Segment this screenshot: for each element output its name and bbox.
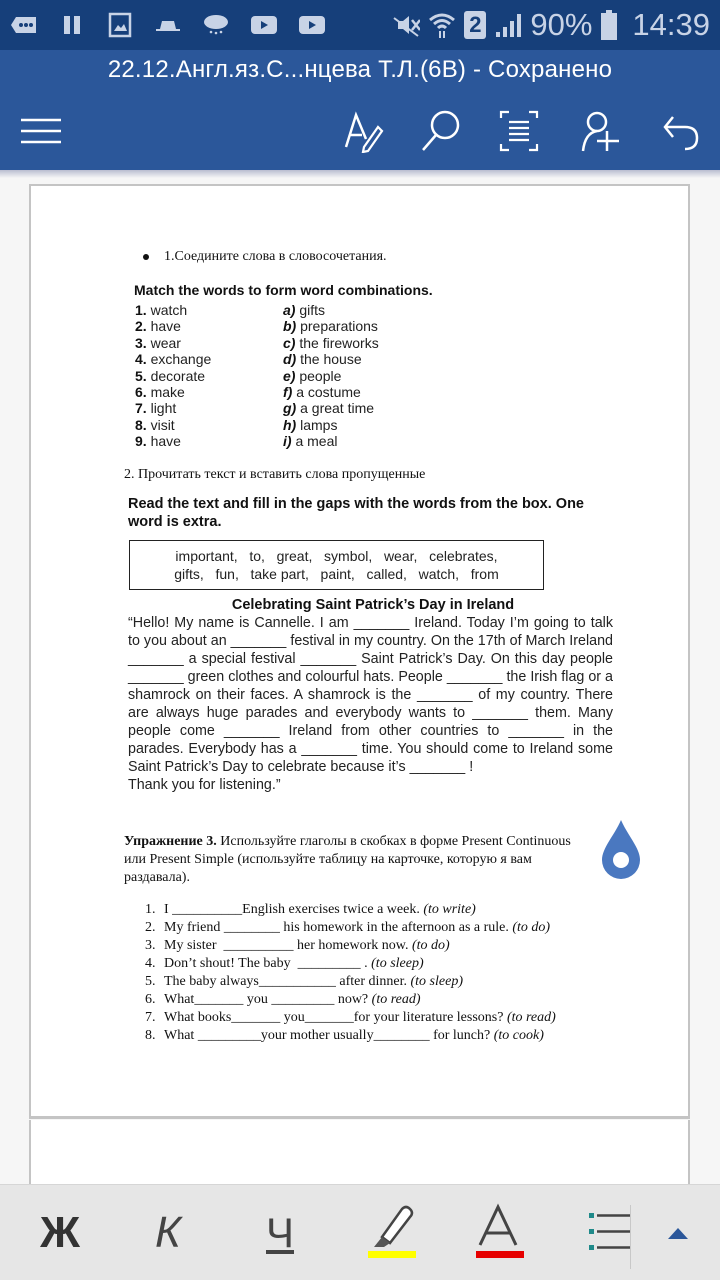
clock: 14:39 [632, 7, 710, 42]
reading-mode-button[interactable] [496, 108, 542, 154]
match-left-column [135, 302, 211, 450]
bold-button[interactable] [30, 1203, 90, 1263]
battery-icon [600, 14, 618, 36]
system-status [392, 7, 710, 43]
match-right-item: a) gifts [283, 302, 326, 318]
undo-icon [661, 109, 701, 153]
task1-heading: Match the words to form word combinations. [134, 282, 433, 298]
exercise-item: 6. What_______ you _________ now? (to read) [145, 992, 421, 1007]
word-box-line: gifts, fun, take part, paint, called, watch, from [174, 566, 499, 582]
notification-icons [10, 14, 326, 36]
highlighter-icon [360, 1203, 416, 1263]
format-toolbar [0, 1184, 720, 1280]
match-right-item: d) the house [283, 351, 362, 368]
hamburger-icon [19, 116, 63, 146]
bullet-list-icon [583, 1205, 633, 1261]
youtube-icon [250, 14, 278, 36]
exercise-item: 3. My sister __________ her homework now. (to do) [145, 938, 450, 953]
reading-mode-icon [499, 110, 539, 152]
signal-icon [494, 14, 522, 36]
match-right-item: i) a meal [283, 433, 338, 450]
task3-label: Упражнение 3. [124, 834, 217, 849]
text-edit-pen-icon [342, 109, 384, 153]
document-title: 22.12.Англ.яз.С...нцева Т.Л.(6В) - Сохранено [107, 56, 613, 83]
font-color-icon [470, 1203, 526, 1263]
match-left-item: 8. visit [135, 416, 175, 433]
add-person-icon [579, 109, 623, 153]
exercise-item: 2. My friend ________ his homework in the afternoon as a rule. (to do) [145, 920, 551, 935]
expand-ribbon-button[interactable] [648, 1203, 708, 1263]
cursor-drop-icon [598, 818, 644, 880]
match-left-item: 5. decorate [135, 367, 206, 384]
toolbar-divider [630, 1205, 631, 1269]
match-right-column [283, 302, 379, 450]
edit-button[interactable] [340, 108, 386, 154]
cursor-handle[interactable] [598, 818, 644, 880]
task3-list [145, 901, 556, 1045]
match-left-item: 1. watch [135, 302, 188, 318]
pause-icon [58, 14, 86, 36]
task2-heading: Read the text and fill in the gaps with the words from the box. One word is extra. [128, 496, 584, 530]
app-bar [0, 50, 720, 170]
wifi-icon [428, 14, 456, 36]
appbar-shadow [0, 170, 720, 178]
story-text [128, 614, 613, 794]
italic-button[interactable] [138, 1203, 198, 1263]
exercise-item: 1. I __________English exercises twice a week. (to write) [145, 902, 476, 917]
match-left-item: 3. wear [135, 334, 181, 351]
gallery-icon [106, 14, 134, 36]
exercise-item: 7. What books_______ you_______for your literature lessons? (to read) [145, 1010, 556, 1025]
triangle-up-icon [666, 1225, 690, 1241]
match-right-item: b) preparations [283, 318, 378, 335]
story-body: “Hello! My name is Cannelle. I am _______ Ireland. Today I’m going to talk to you about an _______ festival in my country. On the 17th of March Ireland _______ a special festival _______ Saint Patrick’s Day. On this day people _______ green clothes and colourful hats. People _______ the Irish flag or a shamrock on their faces. A shamrock is the _______ of my country. There are always huge parades and everybody wants to _______ them. Many people come _______ Ireland from other countries to _______ in the parades. Everybody has a _______ time. You should come to Ireland some Saint Patrick’s Day to celebrate because it’s _______ ! [128, 615, 613, 775]
match-left-item: 7. light [135, 400, 177, 417]
sim-badge: 2 [464, 11, 486, 39]
story-closing: Thank you for listening.” [128, 777, 281, 793]
task1-label: 1.Соедините слова в словосочетания. [164, 249, 387, 264]
menu-button[interactable] [18, 108, 64, 154]
mute-icon [392, 14, 420, 36]
match-left-item: 9. have [135, 433, 181, 450]
messages-icon [10, 14, 38, 36]
italic-icon: К [155, 1208, 181, 1257]
exercise-item: 4. Don’t shout! The baby _________ . (to sleep) [145, 956, 424, 971]
match-right-item: e) people [283, 367, 342, 384]
task2-label: 2. Прочитать текст и вставить слова пропущенные [124, 467, 426, 482]
story-title: Celebrating Saint Patrick’s Day in Ireland [231, 597, 515, 613]
search-button[interactable] [418, 108, 464, 154]
match-right-item: f) a costume [283, 384, 361, 401]
match-left-item: 2. have [135, 318, 181, 335]
battery-percent: 90% [530, 7, 593, 42]
word-box [129, 540, 544, 590]
highlight-button[interactable] [358, 1203, 418, 1263]
match-right-item: g) a great time [283, 400, 375, 417]
word-box-line: important, to, great, symbol, wear, celebrates, [175, 548, 498, 564]
bold-icon: Ж [40, 1208, 80, 1257]
status-bar [0, 0, 720, 50]
exercise-item: 8. What _________your mother usually________ for lunch? (to cook) [145, 1028, 544, 1043]
font-color-button[interactable] [468, 1203, 528, 1263]
underline-icon: Ч [266, 1209, 294, 1256]
match-left-item: 6. make [135, 384, 185, 401]
undo-button[interactable] [658, 108, 704, 154]
share-button[interactable] [578, 108, 624, 154]
match-right-item: h) lamps [283, 416, 338, 433]
bullet-list-button[interactable] [578, 1203, 638, 1263]
search-icon [419, 109, 463, 153]
match-right-item: c) the fireworks [283, 334, 379, 351]
hat-icon [154, 14, 182, 36]
youtube-icon [298, 14, 326, 36]
weather-snow-icon [202, 14, 230, 36]
underline-button[interactable] [250, 1203, 310, 1263]
exercise-item: 5. The baby always___________ after dinner. (to sleep) [145, 974, 463, 989]
task3-instructions: Упражнение 3. Используйте глаголы в скобках в форме Present Continuous или Present Simple (используйте таблицу на карточке, которую я вам раздавала). [124, 834, 571, 885]
match-left-item: 4. exchange [135, 351, 212, 368]
